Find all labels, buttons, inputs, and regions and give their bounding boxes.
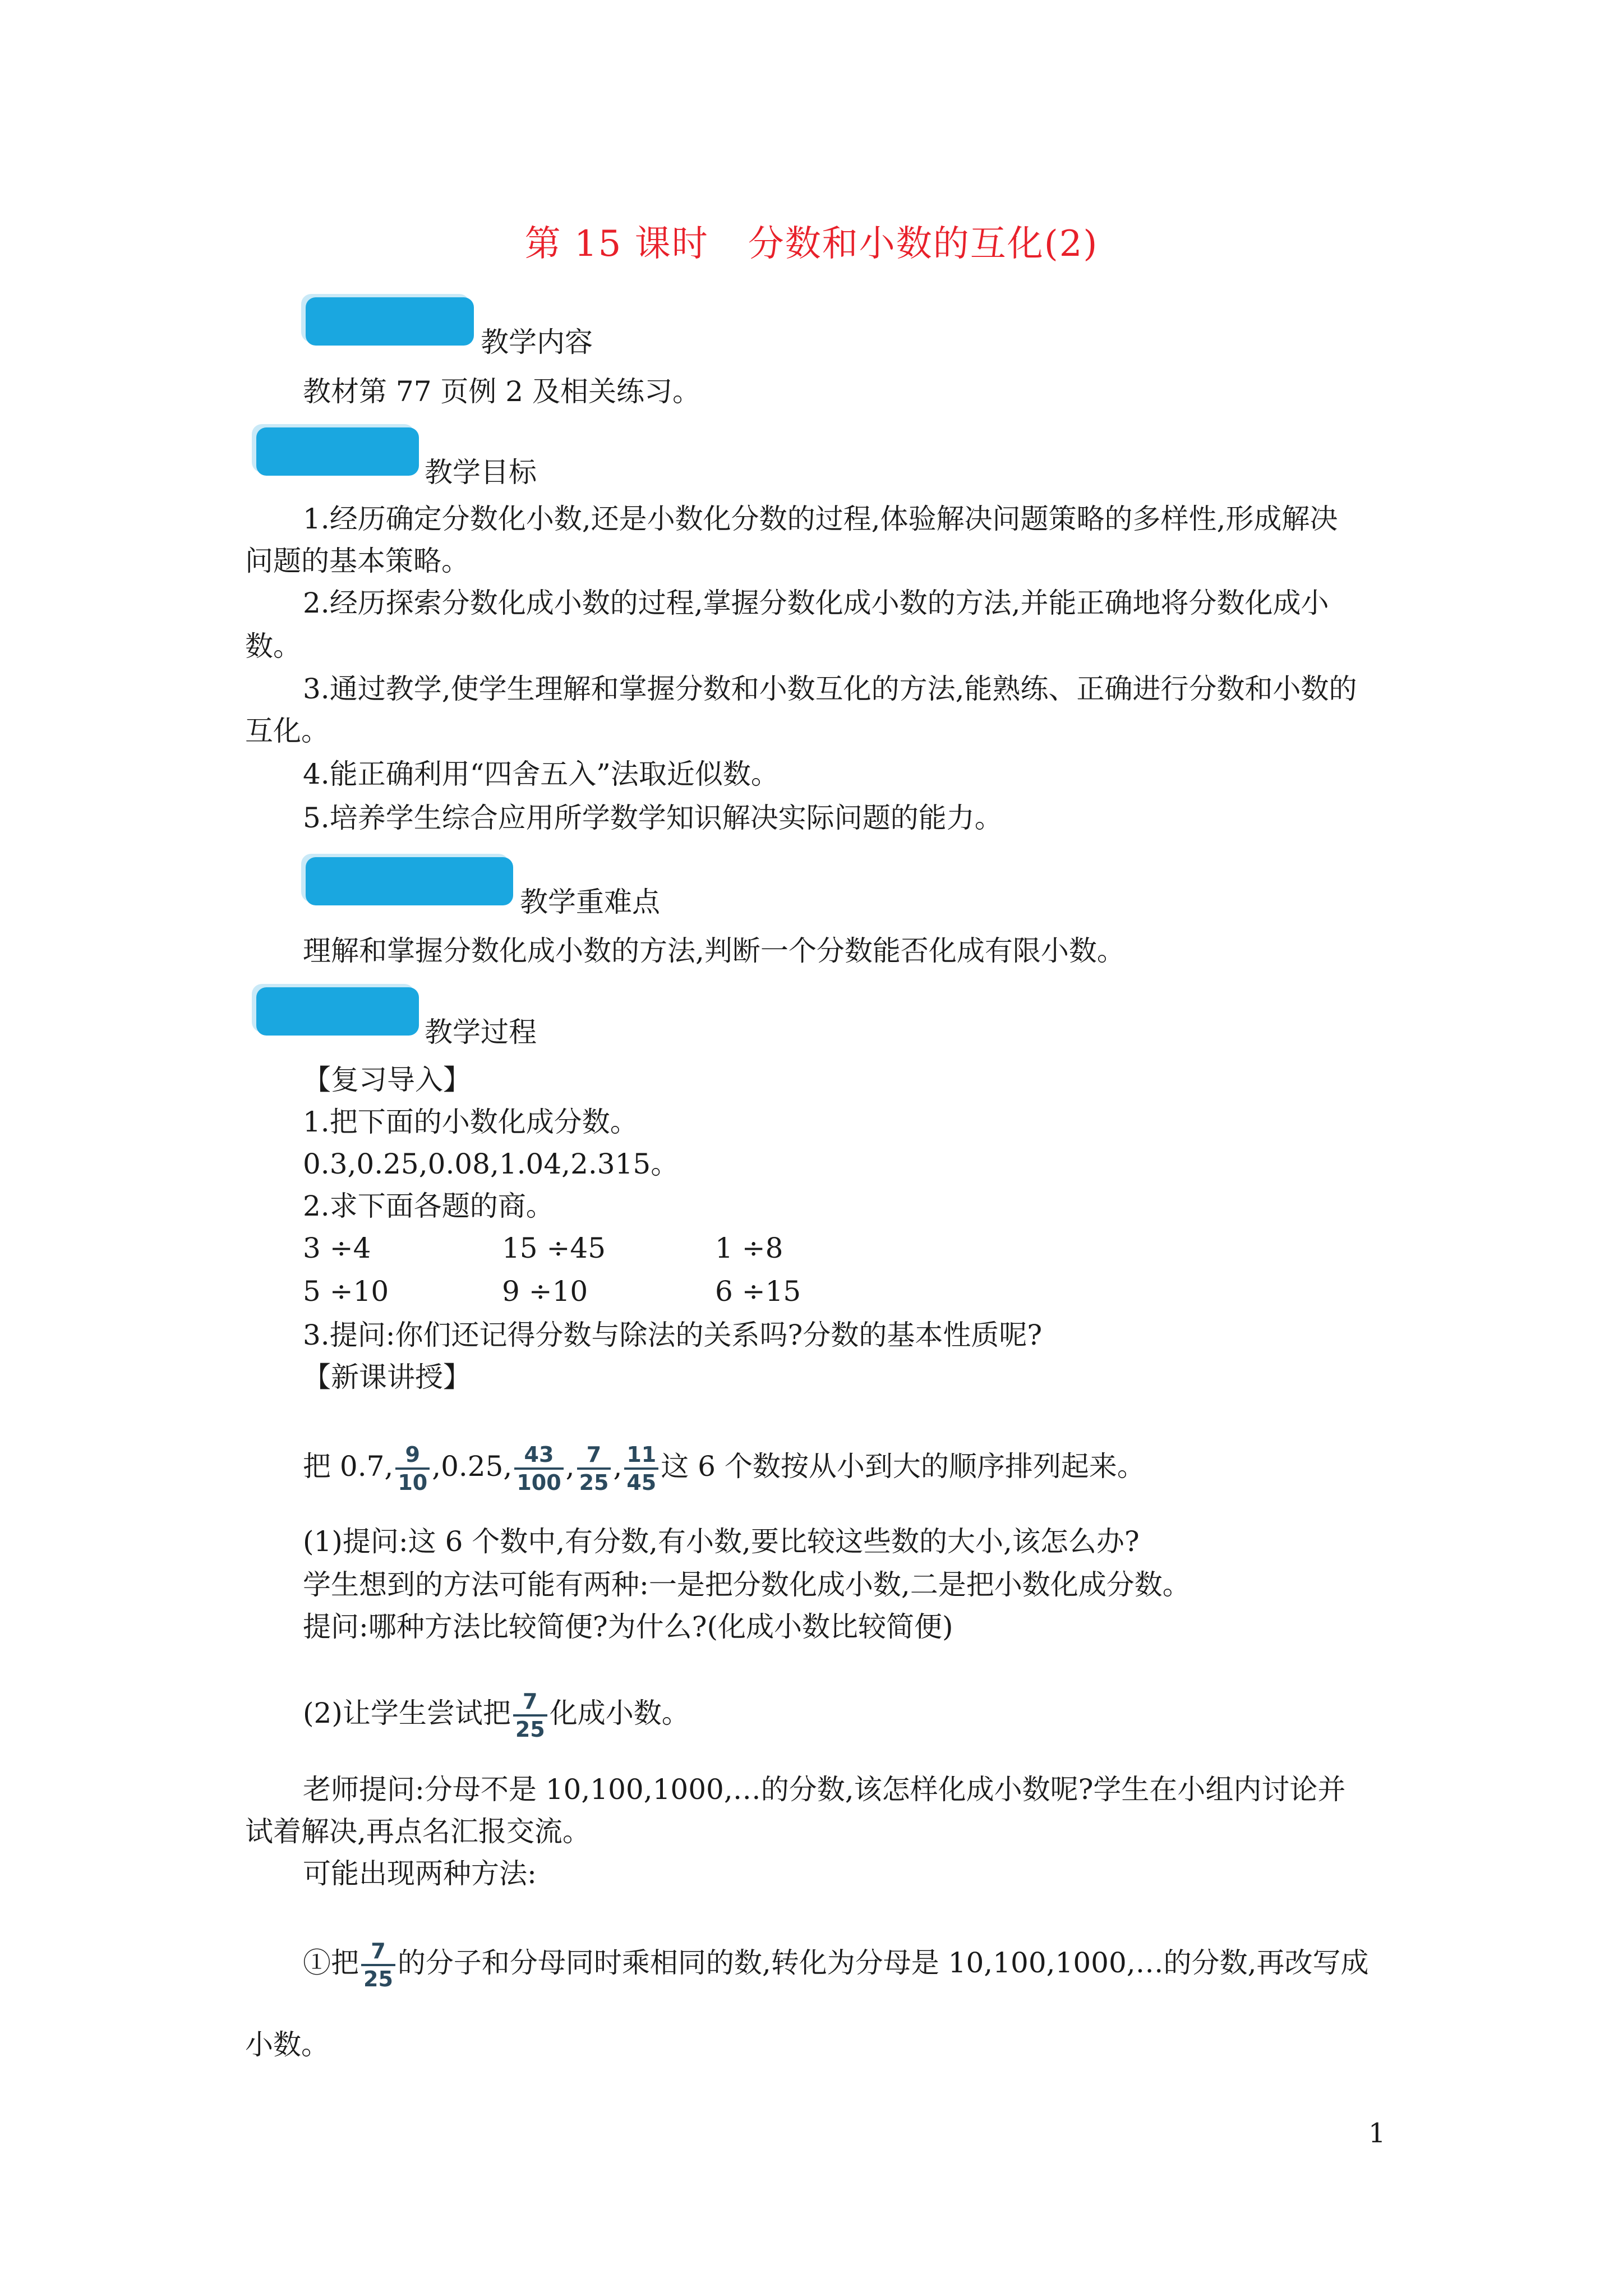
step-question: (1)提问:这 6 个数中,有分数,有小数,要比较这些数的大小,该怎么办? — [303, 1525, 1140, 1558]
goal-item-cont: 互化。 — [245, 715, 329, 747]
content-text: 教材第 77 页例 2 及相关练习。 — [303, 375, 701, 408]
quotient-item: 1 ÷8 — [715, 1232, 783, 1264]
fraction: $\frac{43}{100}$ — [514, 1442, 563, 1496]
section-title: 教学过程 — [425, 1016, 537, 1048]
fraction: $\frac{7}{25}$ — [513, 1688, 547, 1742]
goal-item: 4.能正确利用“四舍五入”法取近似数。 — [303, 758, 779, 790]
section-title: 教学内容 — [481, 326, 593, 358]
review-question: 3.提问:你们还记得分数与除法的关系吗?分数的基本性质呢? — [303, 1319, 1043, 1351]
section-badge — [256, 427, 419, 476]
review-question: 2.求下面各题的商。 — [303, 1190, 554, 1222]
fraction: $\frac{9}{10}$ — [395, 1442, 430, 1496]
quotient-item: 9 ÷10 — [502, 1275, 588, 1308]
section-badge — [306, 857, 513, 905]
lesson-topic: 分数和小数的互化(2) — [748, 223, 1099, 265]
fraction: $\frac{7}{25}$ — [361, 1938, 395, 1992]
quotient-item: 5 ÷10 — [303, 1275, 389, 1308]
goal-item-cont: 数。 — [245, 630, 301, 662]
review-question: 1.把下面的小数化成分数。 — [303, 1106, 638, 1138]
method-one: ①把 $\frac{7}{25}$ 的分子和分母同时乘相同的数,转化为分母是 10,100,1000,…的分数,再改写成 — [303, 1939, 1369, 1991]
goal-item: 2.经历探索分数化成小数的过程,掌握分数化成小数的方法,并能正确地将分数化成小 — [303, 587, 1329, 619]
methods-intro: 可能出现两种方法: — [303, 1857, 537, 1890]
step-answer: 学生想到的方法可能有两种:一是把分数化成小数,二是把小数化成分数。 — [303, 1568, 1191, 1601]
fraction: $\frac{11}{45}$ — [624, 1442, 658, 1496]
goal-item-cont: 问题的基本策略。 — [245, 545, 469, 577]
goal-item: 5.培养学生综合应用所学数学知识解决实际问题的能力。 — [303, 802, 1003, 834]
fraction: $\frac{7}{25}$ — [577, 1442, 611, 1496]
keypoints-text: 理解和掌握分数化成小数的方法,判断一个分数能否化成有限小数。 — [303, 935, 1125, 967]
new-lesson-heading: 【新课讲授】 — [303, 1361, 471, 1393]
section-badge — [306, 297, 474, 346]
step-two: (2)让学生尝试把 $\frac{7}{25}$ 化成小数。 — [303, 1689, 690, 1742]
step-question: 提问:哪种方法比较简便?为什么?(化成小数比较简便) — [303, 1611, 953, 1643]
review-heading: 【复习导入】 — [303, 1064, 471, 1096]
section-title: 教学重难点 — [520, 886, 660, 918]
page-title — [0, 215, 1623, 266]
teacher-question: 老师提问:分母不是 10,100,1000,…的分数,该怎样化成小数呢?学生在小组内讨论并 — [303, 1773, 1346, 1806]
goal-item: 1.经历确定分数化小数,还是小数化分数的过程,体验解决问题策略的多样性,形成解决 — [303, 503, 1338, 535]
section-badge — [256, 987, 419, 1036]
quotient-item: 6 ÷15 — [715, 1275, 801, 1308]
quotient-item: 15 ÷45 — [502, 1232, 606, 1264]
review-values: 0.3,0.25,0.08,1.04,2.315。 — [303, 1148, 679, 1180]
teacher-question-cont: 试着解决,再点名汇报交流。 — [245, 1815, 591, 1848]
goal-item: 3.通过教学,使学生理解和掌握分数和小数互化的方法,能熟练、正确进行分数和小数的 — [303, 673, 1357, 705]
method-one-cont: 小数。 — [245, 2028, 329, 2061]
section-title: 教学目标 — [425, 456, 537, 489]
page-number: 1 — [1368, 2118, 1386, 2149]
quotient-item: 3 ÷4 — [303, 1232, 371, 1264]
example-problem: 把 0.7, $\frac{9}{10}$ ,0.25, $\frac{43}{100}$ , $\frac{7}{25}$ , $\frac{11}{45}$ 这 6 个数按从小到大的顺序排列起来。 — [303, 1442, 1145, 1495]
lesson-number: 第 15 课时 — [524, 223, 709, 265]
